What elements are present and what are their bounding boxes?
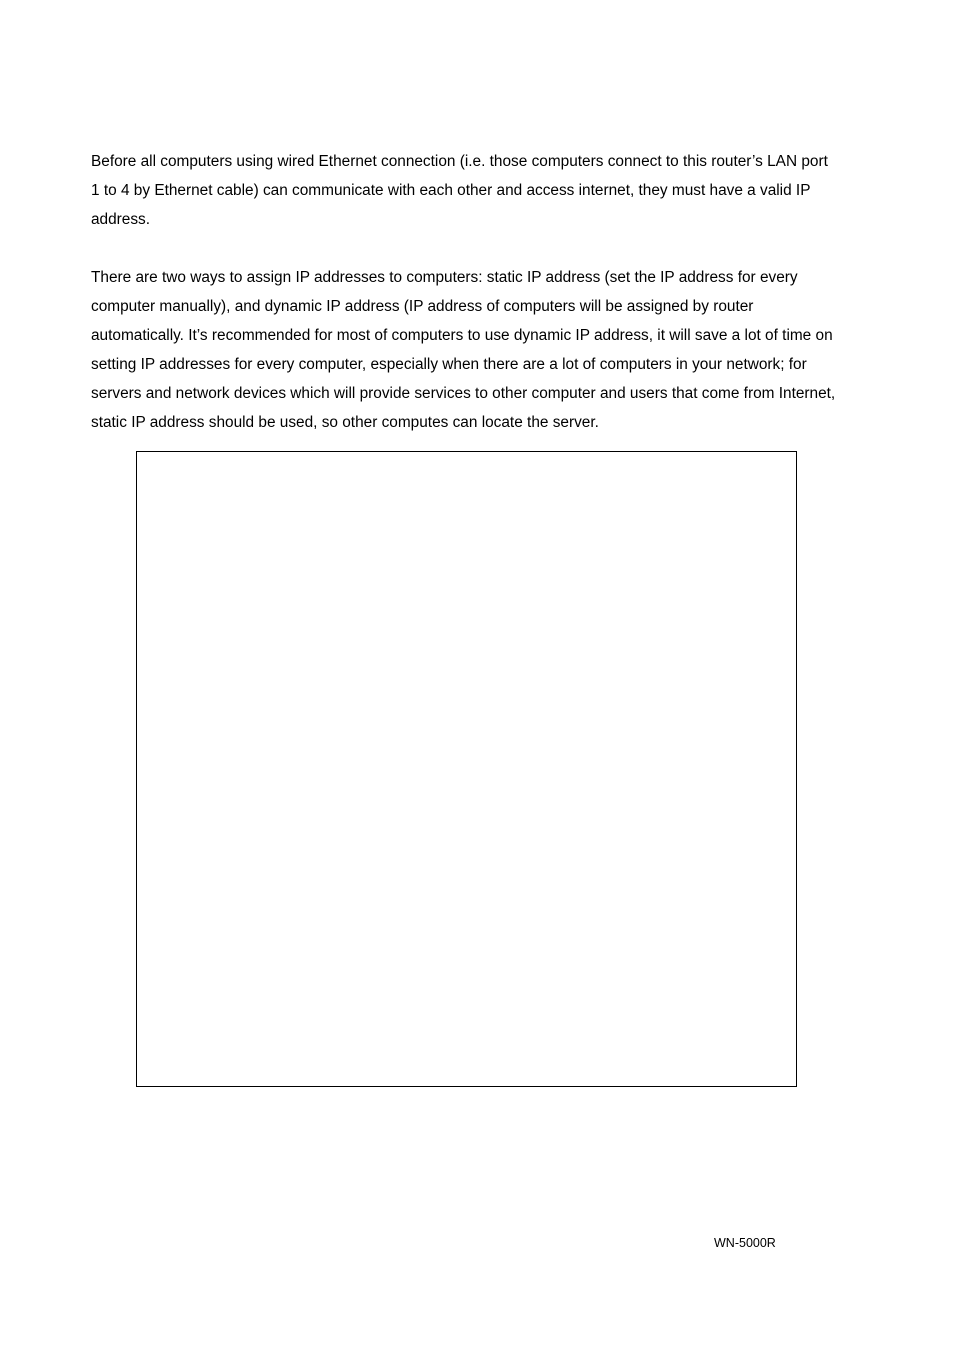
- paragraph-line: servers and network devices which will provide services to other computer and users that come from Internet,: [91, 384, 836, 402]
- paragraph-ip-assignment-methods: [91, 264, 871, 437]
- paragraph-line: setting IP addresses for every computer, especially when there are a lot of computers in your network; for: [91, 355, 807, 373]
- paragraph-line: computer manually), and dynamic IP address (IP address of computers will be assigned by router: [91, 297, 754, 315]
- paragraph-line: automatically. It’s recommended for most of computers to use dynamic IP address, it will save a lot of time on: [91, 326, 833, 344]
- paragraph-line: There are two ways to assign IP addresses to computers: static IP address (set the IP address for every: [91, 269, 798, 286]
- figure-frame: [136, 451, 797, 1087]
- paragraph-ethernet-ip-requirement: [91, 148, 871, 235]
- paragraph-line: Before all computers using wired Ethernet connection (i.e. those computers connect to this router’s LAN port: [91, 153, 828, 170]
- paragraph-line: address.: [91, 210, 151, 228]
- footer-model-number: WN-5000R: [714, 1236, 776, 1250]
- paragraph-line: static IP address should be used, so other computes can locate the server.: [91, 413, 599, 431]
- paragraph-line: 1 to 4 by Ethernet cable) can communicate with each other and access internet, they must have a valid IP: [91, 181, 811, 199]
